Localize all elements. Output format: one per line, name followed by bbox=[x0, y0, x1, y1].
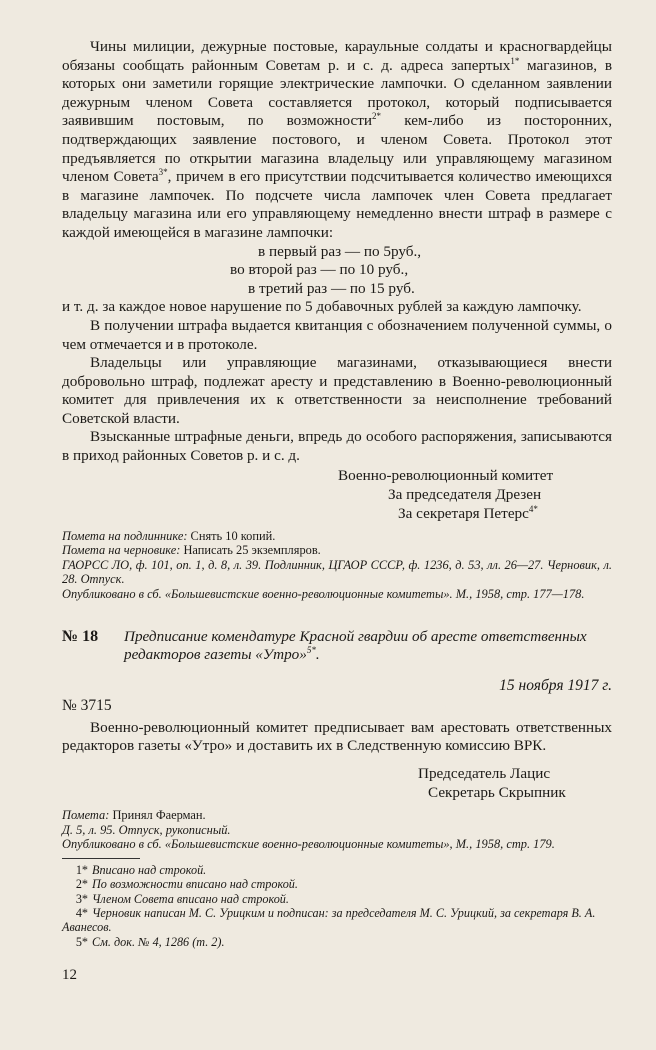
paragraph-5: Взысканные штрафные деньги, впредь до особого распоряжения, записываются в приход районных Советов р. и с. д. bbox=[62, 428, 612, 465]
paragraph-3: В получении штрафа выдается квитанция с обозначением полученной суммы, о чем отмечается и в протоколе. bbox=[62, 316, 612, 353]
footnote-1: 1* Вписано над строкой. bbox=[75, 862, 207, 877]
signature-secretary: За секретаря Петерс$^{4*}$ bbox=[398, 503, 538, 522]
footnote-5: 5* См. док. № 4, 1286 (т. 2). bbox=[75, 934, 225, 949]
doc18-order-number: № 3715 bbox=[62, 696, 112, 714]
signature-chair: За председателя Дрезен bbox=[388, 485, 542, 503]
fine-schedule bbox=[230, 242, 612, 299]
paragraph-4: Владельцы или управляющие магазинами, отказывающиеся внести добровольно штраф, подлежат аресту и представлению в Военно-революционный комитет для привлечения их к ответственности за неисполнение требований Советской власти. bbox=[62, 354, 612, 427]
footnote-ref-2: 2* bbox=[371, 111, 381, 122]
paragraph-1: Чины милиции, дежурные постовые, караульные солдаты и красногвардейцы обязаны сообщать районным Советам р. и с. д. адреса запертых$^{1*}$ магазинов, в которых они заметили горящие электрические лампочки. О сделанном заявлении дежурным членом Совета составляется протокол, который подписывается заявившим постовым, по возможности$^{2*}$ кем-либо из посторонних, подтверждающих заявление постового, и членом Совета. Протокол этот предъявляется по открытии магазина владельцу или управляющему магазином членом Совета$^{3*}$, причем в его присутствии подсчитывается количество имеющихся в магазине лампочек. По подсчете числа лампочек член Совета предлагает владельцу магазина или его управляющему немедленно внести штраф в размере с каждой имеющейся в магазине лампочки: bbox=[62, 38, 612, 241]
footnote-2: 2* По возможности вписано над строкой. bbox=[75, 877, 298, 892]
signature-chairman: Председатель Лацис bbox=[418, 765, 551, 782]
fine-first: в первый раз — по 5руб., bbox=[258, 242, 422, 260]
doc18-note-received: Помета: Принял Фаерман. bbox=[62, 808, 206, 822]
note-draft: Помета на черновике: Написать 25 экземпляров. bbox=[62, 543, 321, 558]
doc18-body bbox=[62, 719, 612, 756]
document-page bbox=[62, 38, 612, 984]
signature-committee: Военно-революционный комитет bbox=[338, 466, 554, 484]
footnote-ref-1: 1* bbox=[510, 55, 520, 66]
fine-third: в третий раз — по 15 руб. bbox=[248, 279, 415, 297]
doc17-signatures bbox=[62, 466, 612, 523]
fine-second: во второй раз — по 10 руб., bbox=[230, 261, 409, 279]
footnote-ref-5: 5* bbox=[306, 645, 316, 656]
footnote-3: 3* Членом Совета вписано над строкой. bbox=[75, 891, 289, 906]
doc17-notes bbox=[62, 529, 612, 602]
footnote-ref-4: 4* bbox=[528, 503, 538, 514]
doc18-notes bbox=[62, 808, 612, 852]
note-original: Помета на подлиннике: Снять 10 копий. bbox=[62, 528, 276, 543]
doc18-signatures bbox=[62, 764, 612, 802]
paragraph-2: и т. д. за каждое новое нарушение по 5 добавочных рублей за каждую лампочку. bbox=[62, 298, 582, 316]
signature-secretary-2: Секретарь Скрыпник bbox=[428, 784, 566, 801]
doc17-body-cont bbox=[62, 298, 612, 465]
doc18-number: № 18 bbox=[62, 627, 99, 645]
doc18-date: 15 ноября 1917 г. bbox=[499, 676, 612, 694]
doc18-note-published: Опубликовано в сб. «Большевистские военно-революционные комитеты», М., 1958, стр. 179. bbox=[62, 837, 555, 852]
footnote-ref-3: 3* bbox=[158, 167, 168, 178]
doc18-paragraph: Военно-революционный комитет предписывает вам арестовать ответственных редакторов газеты «Утро» и доставить их в Следственную комиссию ВРК. bbox=[62, 718, 612, 755]
note-archive: ГАОРСС ЛО, ф. 101, оп. 1, д. 8, л. 39. Подлинник, ЦГАОР СССР, ф. 1236, д. 53, лл. 26—27. Черновик, л. 28. Отпуск. bbox=[62, 557, 612, 587]
doc18-title: Предписание комендатуре Красной гвардии об аресте ответственных редакторов газеты «Утро»$^{5*}$. bbox=[124, 627, 587, 664]
doc18-note-archive: Д. 5, л. 95. Отпуск, рукописный. bbox=[62, 822, 231, 837]
footnote-4: 4* Черновик написан М. С. Урицким и подписан: за председателя М. С. Урицкий, за секретаря В. А. Аванесов. bbox=[62, 906, 596, 935]
doc18-header bbox=[62, 628, 612, 665]
note-published: Опубликовано в сб. «Большевистские военно-революционные комитеты». М., 1958, стр. 177—178. bbox=[62, 587, 585, 602]
footnotes bbox=[62, 863, 612, 949]
page-number: 12 bbox=[62, 967, 77, 984]
doc17-body bbox=[62, 38, 612, 243]
footnote-divider bbox=[62, 858, 140, 859]
